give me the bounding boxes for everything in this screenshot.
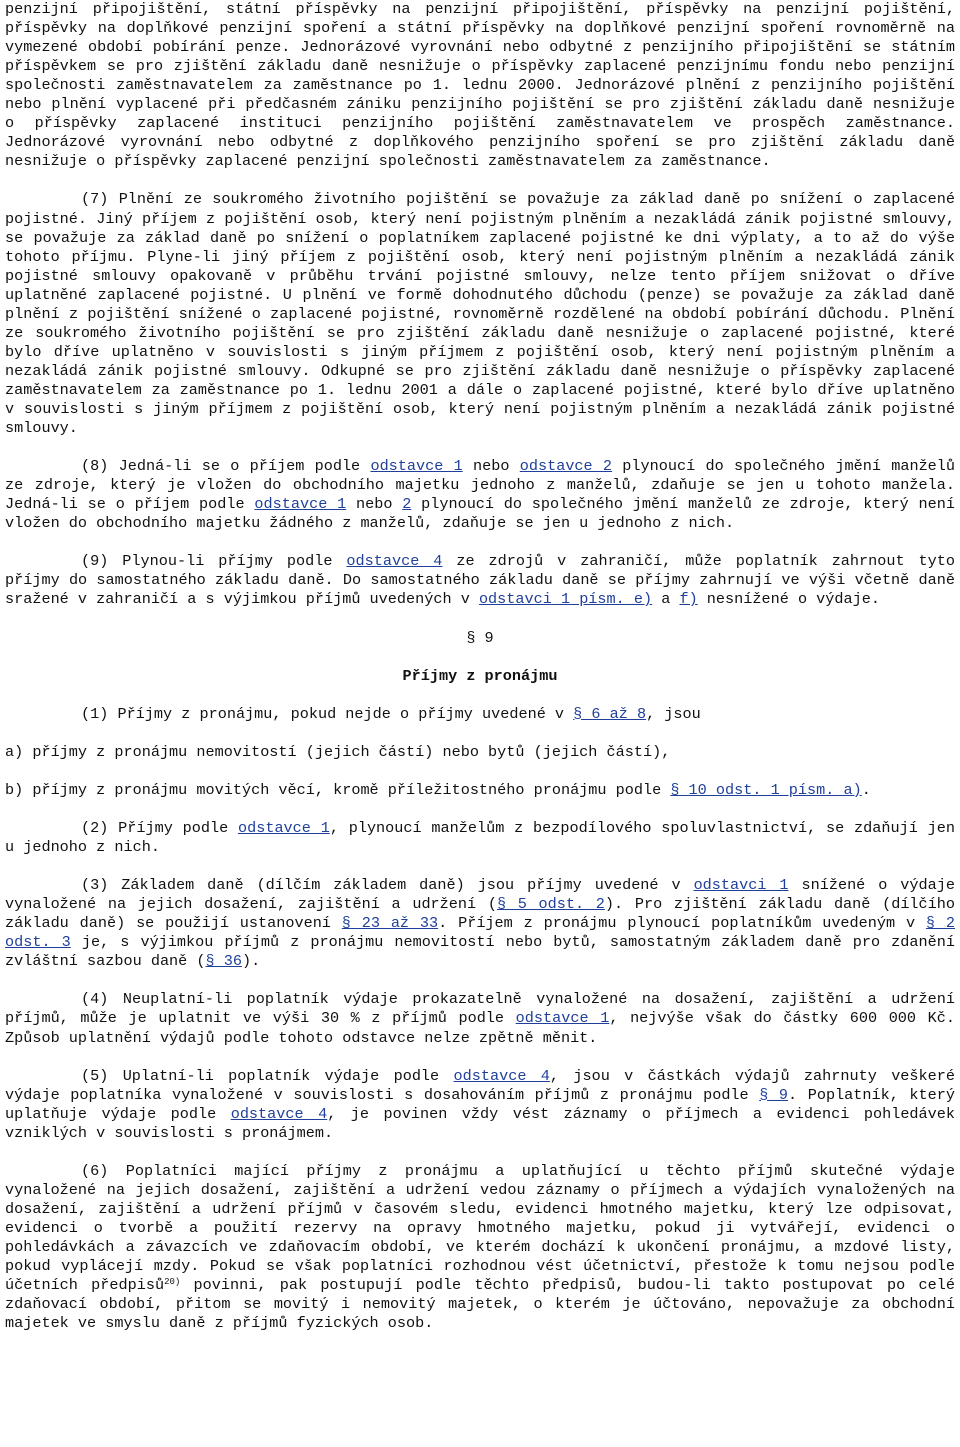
- paragraph-text: plynoucí do společného jmění manželů ze zdroje, který není vložen do obchodního majetku žádného z manželů, zdaňuje se jen u jednoho z nich.: [5, 495, 956, 533]
- paragraph-text: (4) Neuplatní-li poplatník výdaje prokazatelně vynaložené na dosažení, zajištění a udržení příjmů, může je uplatnit ve výši 30 % z příjmů podle: [5, 990, 955, 1028]
- list-item-b: [5, 781, 955, 800]
- paragraph-text: (9) Plynou-li příjmy podle: [81, 552, 347, 571]
- section-9-paragraph-2: [5, 819, 955, 857]
- paragraph-text: b) příjmy z pronájmu movitých věcí, kromě příležitostného pronájmu podle: [5, 780, 671, 799]
- link-par-2-odst-3[interactable]: § 2 odst. 3: [5, 914, 955, 952]
- link-odstavce-4[interactable]: odstavce 4: [346, 552, 443, 571]
- section-9-paragraph-6: [5, 1162, 955, 1333]
- paragraph-8: [5, 457, 955, 533]
- paragraph-text: je, s výjimkou příjmů z pronájmu nemovitostí nebo bytů, samostatným základem daně pro zdanění zvláštní sazbou daně (: [5, 933, 955, 971]
- paragraph-text: (3) Základem daně (dílčím základem daně) jsou příjmy uvedené v: [81, 876, 694, 895]
- paragraph-9: [5, 552, 955, 609]
- link-odstavci-1[interactable]: odstavci 1: [693, 876, 789, 895]
- paragraph-continuation: [5, 0, 955, 171]
- paragraph-text: (6) Poplatníci mající příjmy z pronájmu a uplatňující u těchto příjmů skutečné výdaje vynaložené na jejich dosažení, zajištění a udržení vedou záznamy o příjmech a výdajích vynaložených na dosažení, zajištění a udržení příjmů v časovém sledu, evidenci hmotného majetku, který lze odpisovat, evidenci o tvorbě a použití rezervy na opravy hmotného majetku, pokud ji vytvářejí, evidenci o pohledávkách a závazcích ve zdaňovacím období, ve kterém dochází k ukončení pronájmu, a mzdové listy, pokud vyplácejí mzdy. Pokud se však poplatníci rozhodnou vést účetnictví, přestože k tomu nejsou podle účetních předpisů: [5, 1161, 955, 1295]
- paragraph-text: (5) Uplatní-li poplatník výdaje podle: [81, 1066, 454, 1085]
- paragraph-text: (7) Plnění ze soukromého životního pojištění se považuje za základ daně po snížení o zaplacené pojistné. Jiný příjem z pojištění osob, který není pojistným plněním a nezakládá zánik pojistné smlouvy, se považuje za základ daně po snížení o poplatníkem zaplacené pojistné ke dni výplaty, a to až do výše tohoto příjmu. Plyne-li jiný příjem z pojištění osob, který není pojistným plněním a nezakládá zánik pojistné smlouvy opakovaně v průběhu trvání pojistné smlouvy, nelze tento příjem snižovat o dříve uplatněné zaplacené pojistné. U plnění ve formě dohodnutého důchodu (penze) se považuje za základ daně plnění z pojištění snížené o zaplacené pojistné, rovnoměrně rozdělené na období pobírání důchodu. Plnění ze soukromého životního pojištění se pro zjištění základu daně nesnižuje o zaplacené pojistné, které bylo dříve uplatněno v souvislosti s jiným příjmem z pojištění osob, který není pojistným plněním a nezakládá zánik pojistné smlouvy. Odkupné se pro zjištění základu daně nesnižuje o příspěvky zaplacené zaměstnavatelem za zaměstnance po 1. lednu 2001 a dále o zaplacené pojistné, které bylo dříve uplatněno v souvislosti s jiným příjmem z pojištění osob, který není pojistným plněním a nezakládá zánik pojistné smlouvy.: [5, 190, 955, 438]
- paragraph-text: . Poplatník, který uplatňuje výdaje podle: [5, 1085, 955, 1123]
- link-par-5-odst-2[interactable]: § 5 odst. 2: [496, 895, 605, 914]
- paragraph-text: .: [861, 780, 871, 799]
- paragraph-text: nebo: [462, 457, 520, 476]
- link-par-23-az-33[interactable]: § 23 až 33: [341, 914, 439, 933]
- link-odstavce-1[interactable]: odstavce 1: [370, 457, 463, 476]
- paragraph-text: (8) Jedná-li se o příjem podle: [81, 457, 371, 476]
- paragraph-text: a) příjmy z pronájmu nemovitostí (jejich částí) nebo bytů (jejich částí),: [5, 742, 671, 761]
- paragraph-text: povinni, pak postupují podle těchto předpisů, budou-li takto postupovat po celé zdaňovací období, přitom se movitý i nemovitý majetek, o kterém je účtováno, nepovažuje za obchodní majetek ve smyslu daně z příjmů fyzických osob.: [5, 1276, 955, 1333]
- paragraph-text: , nejvýše však do částky 600 000 Kč. Způsob uplatnění výdajů podle tohoto odstavce nelze zpětně měnit.: [5, 1009, 956, 1047]
- link-odstavci-1-pism-e[interactable]: odstavci 1 písm. e): [478, 590, 653, 609]
- link-odstavce-4[interactable]: odstavce 4: [230, 1104, 328, 1123]
- link-par-36[interactable]: § 36: [205, 952, 242, 971]
- paragraph-text: plynoucí do společného jmění manželů ze zdroje, který je vložen do obchodního majetku jednoho z manželů, zdaňuje se jen u tohoto manžela. Jedná-li se o příjem podle: [5, 457, 956, 514]
- paragraph-text: , jsou: [646, 704, 701, 723]
- paragraph-text: a: [652, 590, 680, 609]
- paragraph-text: ).: [241, 952, 261, 971]
- paragraph-text: , je povinen vždy vést záznamy o příjmech a evidenci pohledávek vzniklých v souvislosti s pronájmem.: [5, 1104, 956, 1142]
- section-9-paragraph-4: [5, 990, 955, 1047]
- link-par-10-odst-1-pism-a[interactable]: § 10 odst. 1 písm. a): [670, 780, 862, 799]
- paragraph-text: , plynoucí manželům z bezpodílového spoluvlastnictví, se zdaňují jen u jednoho z nich.: [5, 819, 955, 857]
- list-item-a: [5, 743, 955, 762]
- section-9-paragraph-1: [5, 705, 955, 724]
- section-9-paragraph-3: [5, 876, 955, 971]
- link-par-6-az-8[interactable]: § 6 až 8: [573, 704, 647, 723]
- paragraph-text: nebo: [346, 495, 403, 514]
- link-odstavce-4[interactable]: odstavce 4: [453, 1066, 550, 1085]
- paragraph-text: snížené o výdaje vynaložené na jejich dosažení, zajištění a udržení (: [5, 876, 955, 914]
- section-9-paragraph-5: [5, 1067, 955, 1143]
- paragraph-text: . Příjem z pronájmu plynoucí poplatníkům uvedeným v: [438, 914, 926, 933]
- section-title: Příjmy z pronájmu: [402, 666, 558, 685]
- link-odstavce-2[interactable]: odstavce 2: [519, 457, 613, 476]
- link-odstavce-2[interactable]: 2: [402, 495, 412, 514]
- link-par-9[interactable]: § 9: [759, 1085, 789, 1104]
- section-number: § 9: [466, 628, 494, 647]
- paragraph-text: penzijní připojištění, státní příspěvky na penzijní připojištění, příspěvky na penzijní pojištění, příspěvky na doplňkové penzijní spoření a státní příspěvky na doplňkové penzijní spoření rovnoměrně na vymezené období pobírání penze. Jednorázové vyrovnání nebo odbytné z penzijního připojištění se státním příspěvkem se pro zjištění základu daně nesnižuje o příspěvky zaplacené penzijnímu fondu nebo penzijní společnosti zaměstnavatelem za zaměstnance po 1. lednu 2000. Jednorázové plnění z penzijního pojištění nebo plnění vyplacené při předčasném zániku penzijního pojištění se pro zjištění základu daně nesnižuje o příspěvky zaplacené instituci penzijního pojištění zaměstnavatelem ve prospěch zaměstnance. Jednorázové vyrovnání nebo odbytné z doplňkového penzijního spoření se pro zjištění základu daně nesnižuje o příspěvky zaplacené penzijní společnosti zaměstnavatelem za zaměstnance.: [5, 0, 955, 171]
- paragraph-text: ). Pro zjištění základu daně (dílčího základu daně) se použijí ustanovení: [5, 895, 955, 933]
- footnote-ref[interactable]: 20): [164, 1277, 181, 1288]
- document-body: [5, 0, 955, 1352]
- paragraph-text: (2) Příjmy podle: [81, 819, 238, 838]
- paragraph-text: (1) Příjmy z pronájmu, pokud nejde o příjmy uvedené v: [81, 704, 574, 723]
- link-pism-f[interactable]: f): [679, 590, 698, 609]
- paragraph-text: ze zdrojů v zahraničí, může poplatník zahrnout tyto příjmy do samostatného základu daně. Do samostatného základu daně se příjmy zahrnují ve výši včetně daně sražené v zahraničí a s výjimkou příjmů uvedených v: [5, 552, 956, 609]
- paragraph-text: , jsou v částkách výdajů zahrnuty veškeré výdaje poplatníka vynaložené v souvislosti s dosahováním příjmů z pronájmu podle: [5, 1066, 955, 1104]
- link-odstavce-1[interactable]: odstavce 1: [515, 1009, 610, 1028]
- link-odstavce-1[interactable]: odstavce 1: [254, 495, 347, 514]
- paragraph-text: nesnížené o výdaje.: [697, 590, 880, 609]
- link-odstavce-1[interactable]: odstavce 1: [237, 819, 330, 838]
- paragraph-7: [5, 190, 955, 438]
